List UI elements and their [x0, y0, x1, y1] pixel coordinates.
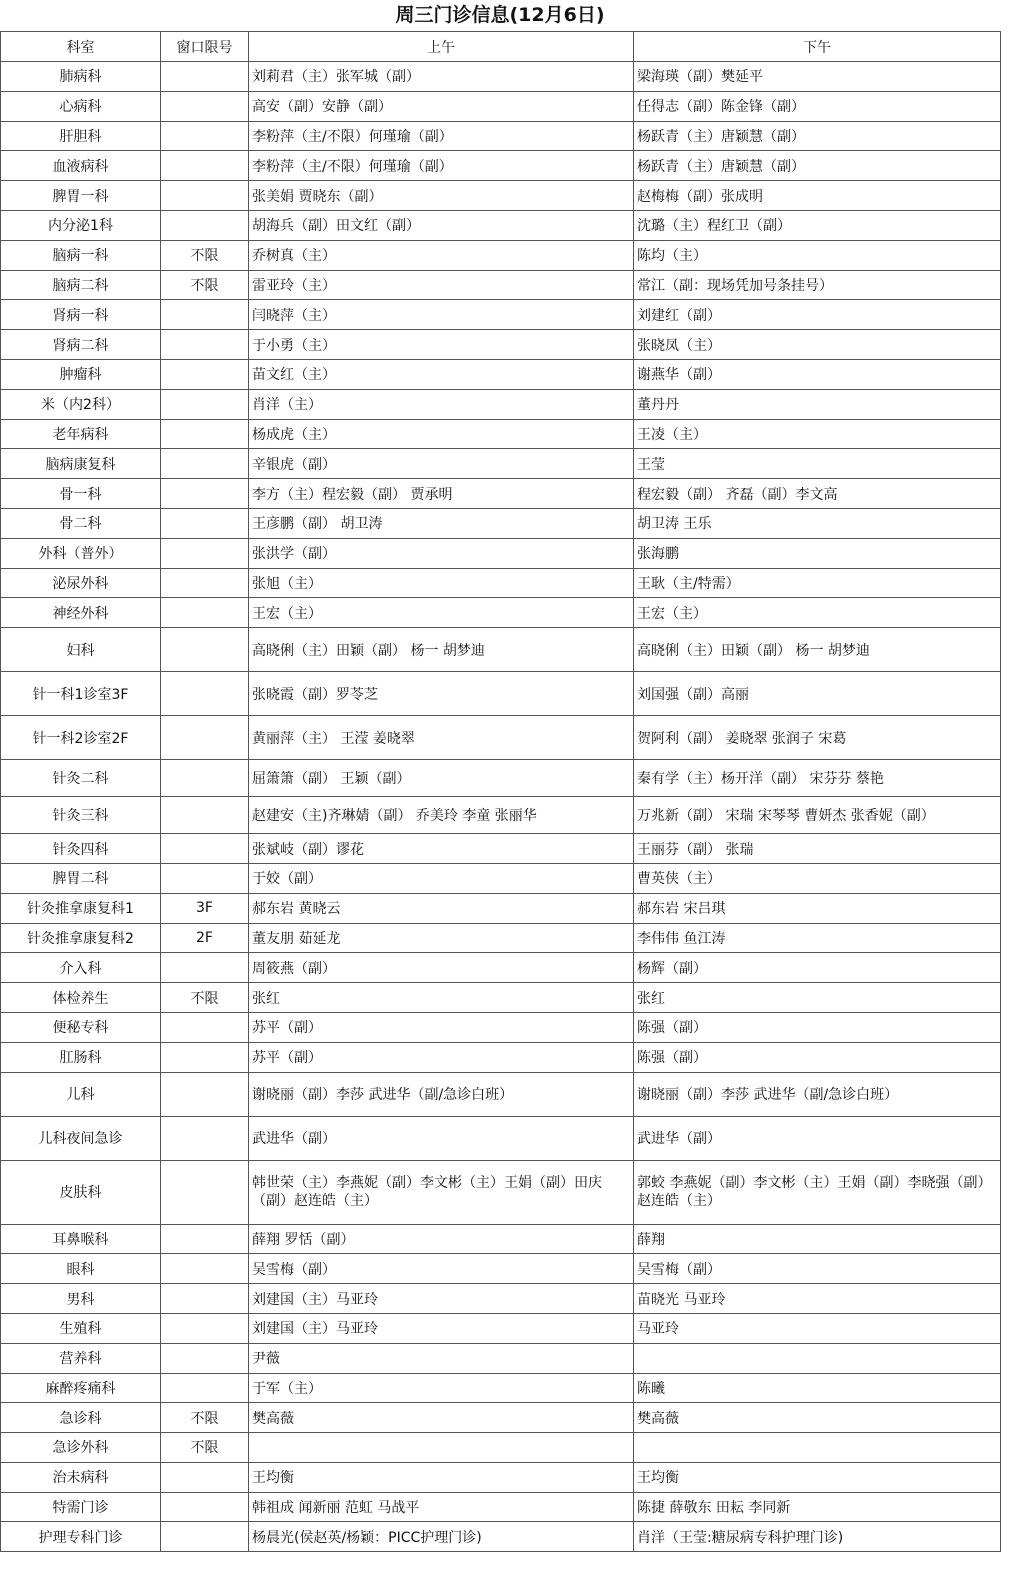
cell-dept: 内分泌1科 — [1, 210, 161, 240]
cell-pm: 陈均（主） — [634, 240, 1001, 270]
table-row — [1, 1492, 1001, 1522]
cell-window: 2F — [161, 923, 249, 953]
cell-pm: 常江（副：现场凭加号条挂号） — [634, 270, 1001, 300]
cell-window: 不限 — [161, 1433, 249, 1463]
cell-pm: 万兆新（副） 宋瑞 宋琴琴 曹妍杰 张香妮（副） — [634, 797, 1001, 834]
cell-pm — [634, 1433, 1001, 1463]
table-row — [1, 1313, 1001, 1343]
header-pm: 下午 — [634, 32, 1001, 62]
cell-pm: 苗晓光 马亚玲 — [634, 1284, 1001, 1314]
cell-window — [161, 181, 249, 211]
cell-window — [161, 834, 249, 864]
cell-dept: 儿科夜间急诊 — [1, 1116, 161, 1160]
cell-pm: 贺阿利（副） 姜晓翠 张润子 宋葛 — [634, 716, 1001, 760]
cell-window — [161, 953, 249, 983]
table-row — [1, 359, 1001, 389]
cell-am: 于小勇（主） — [249, 330, 634, 360]
cell-dept: 外科（普外） — [1, 538, 161, 568]
cell-pm: 李伟伟 鱼江涛 — [634, 923, 1001, 953]
cell-pm: 程宏毅（副） 齐磊（副）李文高 — [634, 479, 1001, 509]
cell-dept: 针灸二科 — [1, 760, 161, 797]
cell-am: 武进华（副） — [249, 1116, 634, 1160]
cell-dept: 脑病二科 — [1, 270, 161, 300]
cell-am: 苏平（副） — [249, 1012, 634, 1042]
cell-pm: 张晓凤（主） — [634, 330, 1001, 360]
cell-dept: 男科 — [1, 1284, 161, 1314]
table-row — [1, 1224, 1001, 1254]
cell-window: 3F — [161, 893, 249, 923]
table-row — [1, 1284, 1001, 1314]
cell-window — [161, 1012, 249, 1042]
cell-am: 张晓霞（副）罗苓芝 — [249, 672, 634, 716]
cell-am: 雷亚玲（主） — [249, 270, 634, 300]
cell-window — [161, 479, 249, 509]
cell-am: 李粉萍（主/不限）何瑾瑜（副） — [249, 151, 634, 181]
cell-pm: 樊高薇 — [634, 1403, 1001, 1433]
cell-dept: 肺病科 — [1, 62, 161, 92]
table-row — [1, 419, 1001, 449]
cell-am: 杨晨光(侯赵英/杨颖：PICC护理门诊) — [249, 1522, 634, 1552]
cell-am: 赵建安（主)齐琳婧（副） 乔美玲 李童 张丽华 — [249, 797, 634, 834]
cell-pm: 杨辉（副） — [634, 953, 1001, 983]
cell-window — [161, 300, 249, 330]
cell-am: 张斌岐（副）谬花 — [249, 834, 634, 864]
table-row — [1, 1343, 1001, 1373]
cell-pm: 王耿（主/特需） — [634, 568, 1001, 598]
cell-pm: 陈强（副） — [634, 1012, 1001, 1042]
table-row — [1, 240, 1001, 270]
cell-window — [161, 508, 249, 538]
cell-dept: 特需门诊 — [1, 1492, 161, 1522]
cell-window — [161, 1343, 249, 1373]
table-row — [1, 508, 1001, 538]
table-row — [1, 121, 1001, 151]
table-row — [1, 716, 1001, 760]
table-row — [1, 923, 1001, 953]
cell-window — [161, 121, 249, 151]
cell-am: 郝东岩 黄晓云 — [249, 893, 634, 923]
cell-window: 不限 — [161, 983, 249, 1013]
cell-window — [161, 419, 249, 449]
cell-window — [161, 1313, 249, 1343]
cell-dept: 米（内2科） — [1, 389, 161, 419]
cell-am: 杨成虎（主） — [249, 419, 634, 449]
cell-window — [161, 62, 249, 92]
cell-am: 薛翔 罗恬（副） — [249, 1224, 634, 1254]
cell-window — [161, 797, 249, 834]
table-row — [1, 1403, 1001, 1433]
cell-dept: 耳鼻喉科 — [1, 1224, 161, 1254]
cell-window — [161, 863, 249, 893]
table-row — [1, 1116, 1001, 1160]
cell-dept: 眼科 — [1, 1254, 161, 1284]
cell-window — [161, 1224, 249, 1254]
cell-am: 谢晓丽（副）李莎 武进华（副/急诊白班） — [249, 1072, 634, 1116]
table-row — [1, 389, 1001, 419]
table-row — [1, 863, 1001, 893]
cell-dept: 肾病二科 — [1, 330, 161, 360]
cell-window — [161, 672, 249, 716]
table-row — [1, 953, 1001, 983]
table-row — [1, 1160, 1001, 1224]
cell-window — [161, 1462, 249, 1492]
cell-dept: 脑病一科 — [1, 240, 161, 270]
header-am: 上午 — [249, 32, 634, 62]
cell-am: 乔树真（主） — [249, 240, 634, 270]
cell-am: 于姣（副） — [249, 863, 634, 893]
cell-pm: 张海鹏 — [634, 538, 1001, 568]
cell-am: 张美娟 贾晓东（副） — [249, 181, 634, 211]
table-row — [1, 1462, 1001, 1492]
cell-pm: 杨跃青（主）唐颖慧（副） — [634, 151, 1001, 181]
cell-window — [161, 760, 249, 797]
cell-dept: 脾胃二科 — [1, 863, 161, 893]
cell-dept: 介入科 — [1, 953, 161, 983]
cell-dept: 脾胃一科 — [1, 181, 161, 211]
table-row — [1, 628, 1001, 672]
cell-dept: 肾病一科 — [1, 300, 161, 330]
cell-pm: 任得志（副）陈金锋（副） — [634, 91, 1001, 121]
table-row — [1, 300, 1001, 330]
cell-am: 韩祖成 闻新丽 范虹 马战平 — [249, 1492, 634, 1522]
cell-pm: 曹英侠（主） — [634, 863, 1001, 893]
cell-am: 胡海兵（副）田文红（副） — [249, 210, 634, 240]
cell-dept: 麻醉疼痛科 — [1, 1373, 161, 1403]
cell-window — [161, 1254, 249, 1284]
cell-window — [161, 449, 249, 479]
cell-window — [161, 1116, 249, 1160]
schedule-table — [0, 31, 1001, 1552]
cell-dept: 针灸三科 — [1, 797, 161, 834]
cell-am: 张洪学（副） — [249, 538, 634, 568]
cell-pm: 陈捷 薛敬东 田耘 李同新 — [634, 1492, 1001, 1522]
table-row — [1, 330, 1001, 360]
table-row — [1, 270, 1001, 300]
cell-pm: 高晓俐（主）田颖（副） 杨一 胡梦迪 — [634, 628, 1001, 672]
cell-dept: 急诊外科 — [1, 1433, 161, 1463]
table-row — [1, 449, 1001, 479]
cell-am: 高安（副）安静（副） — [249, 91, 634, 121]
cell-am: 李粉萍（主/不限）何瑾瑜（副） — [249, 121, 634, 151]
table-row — [1, 62, 1001, 92]
cell-am: 王均衡 — [249, 1462, 634, 1492]
cell-pm — [634, 1343, 1001, 1373]
cell-am: 韩世荣（主）李燕妮（副）李文彬（主）王娟（副）田庆（副）赵连皓（主） — [249, 1160, 634, 1224]
cell-window: 不限 — [161, 270, 249, 300]
table-row — [1, 893, 1001, 923]
cell-dept: 肛肠科 — [1, 1042, 161, 1072]
table-row — [1, 210, 1001, 240]
cell-window: 不限 — [161, 1403, 249, 1433]
cell-pm: 王丽芬（副） 张瑞 — [634, 834, 1001, 864]
cell-am: 周筱燕（副） — [249, 953, 634, 983]
table-row — [1, 1522, 1001, 1552]
cell-am: 闫晓萍（主） — [249, 300, 634, 330]
cell-dept: 老年病科 — [1, 419, 161, 449]
cell-dept: 骨二科 — [1, 508, 161, 538]
cell-window — [161, 1522, 249, 1552]
header-dept: 科室 — [1, 32, 161, 62]
cell-pm: 陈曦 — [634, 1373, 1001, 1403]
cell-window — [161, 210, 249, 240]
cell-am: 高晓俐（主）田颖（副） 杨一 胡梦迪 — [249, 628, 634, 672]
cell-window — [161, 1373, 249, 1403]
cell-pm: 吴雪梅（副） — [634, 1254, 1001, 1284]
cell-am: 樊高薇 — [249, 1403, 634, 1433]
cell-dept: 营养科 — [1, 1343, 161, 1373]
cell-window — [161, 359, 249, 389]
cell-am: 张红 — [249, 983, 634, 1013]
cell-pm: 刘国强（副）高丽 — [634, 672, 1001, 716]
cell-window — [161, 568, 249, 598]
cell-dept: 针灸推拿康复科2 — [1, 923, 161, 953]
cell-window — [161, 1160, 249, 1224]
cell-am: 于军（主） — [249, 1373, 634, 1403]
cell-am: 苏平（副） — [249, 1042, 634, 1072]
table-row — [1, 1254, 1001, 1284]
cell-am: 刘莉君（主）张军城（副） — [249, 62, 634, 92]
cell-am: 董友朋 茹延龙 — [249, 923, 634, 953]
cell-window — [161, 1284, 249, 1314]
table-row — [1, 760, 1001, 797]
cell-pm: 郭蛟 李燕妮（副）李文彬（主）王娟（副）李晓强（副）赵连皓（主） — [634, 1160, 1001, 1224]
cell-am — [249, 1433, 634, 1463]
cell-am: 王彦鹏（副） 胡卫涛 — [249, 508, 634, 538]
cell-am: 张旭（主） — [249, 568, 634, 598]
header-window: 窗口限号 — [161, 32, 249, 62]
cell-dept: 针灸四科 — [1, 834, 161, 864]
page-title: 周三门诊信息(12月6日) — [395, 4, 605, 26]
cell-pm: 王凌（主） — [634, 419, 1001, 449]
cell-window — [161, 628, 249, 672]
cell-am: 李方（主）程宏毅（副） 贾承明 — [249, 479, 634, 509]
table-row — [1, 1373, 1001, 1403]
cell-pm: 赵梅梅（副）张成明 — [634, 181, 1001, 211]
cell-window — [161, 1492, 249, 1522]
cell-pm: 杨跃青（主）唐颖慧（副） — [634, 121, 1001, 151]
cell-pm: 武进华（副） — [634, 1116, 1001, 1160]
cell-dept: 肝胆科 — [1, 121, 161, 151]
cell-pm: 谢晓丽（副）李莎 武进华（副/急诊白班） — [634, 1072, 1001, 1116]
table-row — [1, 983, 1001, 1013]
cell-pm: 张红 — [634, 983, 1001, 1013]
cell-am: 尹薇 — [249, 1343, 634, 1373]
table-row — [1, 91, 1001, 121]
cell-dept: 肿瘤科 — [1, 359, 161, 389]
cell-pm: 王均衡 — [634, 1462, 1001, 1492]
cell-pm: 梁海瑛（副）樊延平 — [634, 62, 1001, 92]
cell-dept: 体检养生 — [1, 983, 161, 1013]
cell-am: 刘建国（主）马亚玲 — [249, 1284, 634, 1314]
schedule-body — [1, 62, 1001, 1552]
cell-window — [161, 151, 249, 181]
table-row — [1, 1012, 1001, 1042]
table-row — [1, 479, 1001, 509]
cell-window — [161, 538, 249, 568]
cell-pm: 薛翔 — [634, 1224, 1001, 1254]
table-row — [1, 797, 1001, 834]
table-row — [1, 151, 1001, 181]
table-row — [1, 1042, 1001, 1072]
table-row — [1, 834, 1001, 864]
cell-dept: 血液病科 — [1, 151, 161, 181]
cell-dept: 生殖科 — [1, 1313, 161, 1343]
cell-am: 刘建国（主）马亚玲 — [249, 1313, 634, 1343]
cell-dept: 针灸推拿康复科1 — [1, 893, 161, 923]
cell-window — [161, 91, 249, 121]
cell-am: 黄丽萍（主） 王滢 姜晓翠 — [249, 716, 634, 760]
cell-pm: 董丹丹 — [634, 389, 1001, 419]
cell-pm: 胡卫涛 王乐 — [634, 508, 1001, 538]
cell-pm: 马亚玲 — [634, 1313, 1001, 1343]
cell-window — [161, 1042, 249, 1072]
cell-window: 不限 — [161, 240, 249, 270]
cell-pm: 肖洋（王莹:糖尿病专科护理门诊) — [634, 1522, 1001, 1552]
cell-window — [161, 598, 249, 628]
cell-pm: 刘建红（副） — [634, 300, 1001, 330]
cell-dept: 泌尿外科 — [1, 568, 161, 598]
cell-dept: 神经外科 — [1, 598, 161, 628]
header-row — [1, 32, 1001, 62]
cell-pm: 沈璐（主）程红卫（副） — [634, 210, 1001, 240]
table-row — [1, 538, 1001, 568]
cell-am: 苗文红（主） — [249, 359, 634, 389]
cell-pm: 秦有学（主）杨开洋（副） 宋芬芬 蔡艳 — [634, 760, 1001, 797]
table-row — [1, 181, 1001, 211]
cell-window — [161, 716, 249, 760]
cell-am: 王宏（主） — [249, 598, 634, 628]
cell-dept: 骨一科 — [1, 479, 161, 509]
cell-am: 吴雪梅（副） — [249, 1254, 634, 1284]
cell-dept: 脑病康复科 — [1, 449, 161, 479]
cell-dept: 心病科 — [1, 91, 161, 121]
cell-am: 辛银虎（副） — [249, 449, 634, 479]
cell-dept: 治未病科 — [1, 1462, 161, 1492]
cell-pm: 王宏（主） — [634, 598, 1001, 628]
table-row — [1, 1433, 1001, 1463]
cell-window — [161, 1072, 249, 1116]
cell-dept: 针一科1诊室3F — [1, 672, 161, 716]
cell-pm: 谢燕华（副） — [634, 359, 1001, 389]
cell-pm: 陈强（副） — [634, 1042, 1001, 1072]
cell-dept: 儿科 — [1, 1072, 161, 1116]
cell-dept: 妇科 — [1, 628, 161, 672]
cell-dept: 便秘专科 — [1, 1012, 161, 1042]
cell-window — [161, 330, 249, 360]
cell-window — [161, 389, 249, 419]
table-row — [1, 1072, 1001, 1116]
cell-dept: 护理专科门诊 — [1, 1522, 161, 1552]
table-row — [1, 672, 1001, 716]
cell-dept: 皮肤科 — [1, 1160, 161, 1224]
table-row — [1, 568, 1001, 598]
cell-am: 屈箫箫（副） 王颖（副） — [249, 760, 634, 797]
cell-dept: 针一科2诊室2F — [1, 716, 161, 760]
cell-am: 肖洋（主） — [249, 389, 634, 419]
cell-pm: 郝东岩 宋吕琪 — [634, 893, 1001, 923]
cell-pm: 王莹 — [634, 449, 1001, 479]
table-row — [1, 598, 1001, 628]
cell-dept: 急诊科 — [1, 1403, 161, 1433]
